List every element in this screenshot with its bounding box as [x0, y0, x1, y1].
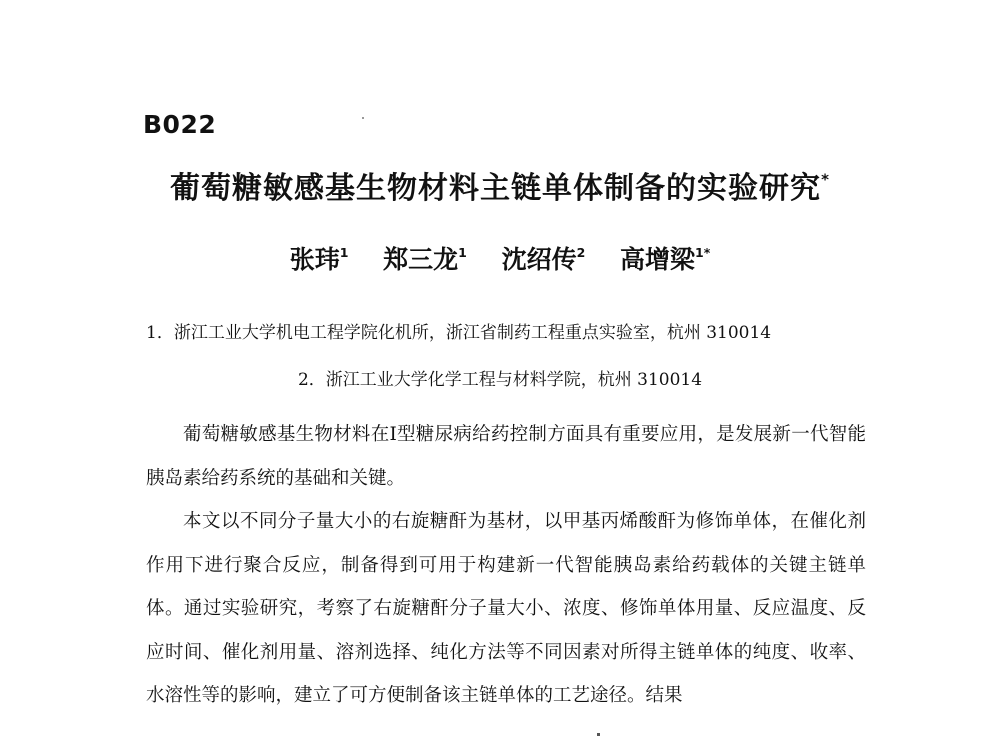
- scan-speck: [362, 117, 364, 119]
- author-name: 郑三龙: [383, 245, 459, 274]
- paper-code: B022: [143, 110, 217, 139]
- title-text: 葡萄糖敏感基生物材料主链单体制备的实验研究: [170, 171, 822, 206]
- author-name: 张玮: [289, 245, 340, 274]
- abstract-paragraph-2: 本文以不同分子量大小的右旋糖酐为基材，以甲基丙烯酸酐为修饰单体，在催化剂作用下进行聚合反应，制备得到可用于构建新一代智能胰岛素给药载体的关键主链单体。通过实验研究，考察了右旋糖酐分子量大小、浓度、修饰单体用量、反应温度、反应时间、催化剂用量、溶剂选择、纯化方法等不同因素对所得主链单体的纯度、收率、水溶性等的影响，建立了可方便制备该主链单体的工艺途径。结果: [146, 511, 866, 706]
- author: [383, 245, 467, 274]
- abstract-paragraph-1: 葡萄糖敏感基生物材料在Ⅰ型糖尿病给药控制方面具有重要应用，是发展新一代智能胰岛素给药系统的基础和关键。: [146, 424, 866, 489]
- author-name: 高增梁: [620, 245, 696, 274]
- author-name: 沈绍传: [501, 245, 577, 274]
- author: [620, 245, 710, 274]
- author-affiliation-mark: 1: [339, 244, 349, 260]
- author: [502, 245, 586, 274]
- author: [290, 245, 349, 274]
- author-affiliation-mark: 2: [576, 244, 586, 260]
- author-list: [0, 240, 1000, 276]
- paper-title: [0, 163, 1000, 207]
- affiliation-1: 1．浙江工业大学机电工程学院化机所，浙江省制药工程重点实验室，杭州 310014: [146, 323, 772, 343]
- scan-speck: [597, 733, 600, 736]
- affiliation-2: 2．浙江工业大学化学工程与材料学院，杭州 310014: [297, 370, 703, 390]
- title-footnote-mark: *: [821, 170, 830, 189]
- author-affiliation-mark: 1: [458, 244, 467, 260]
- author-affiliation-mark: 1*: [695, 244, 711, 260]
